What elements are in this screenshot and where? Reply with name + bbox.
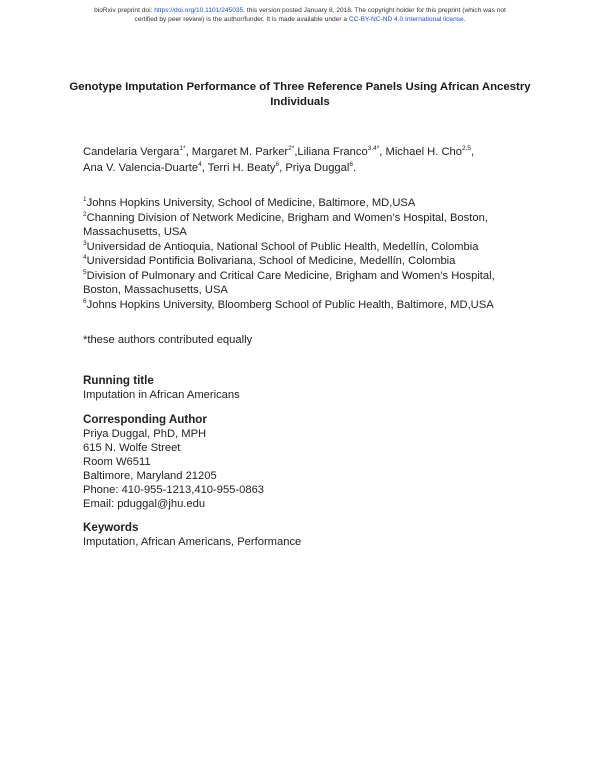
paper-title: Genotype Imputation Performance of Three Reference Panels Using African Ancestry Individuals xyxy=(69,81,531,108)
affiliation xyxy=(83,254,523,269)
author-name: Priya Duggal xyxy=(285,162,350,174)
affiliation-list xyxy=(83,196,523,312)
affiliation xyxy=(83,240,523,255)
affiliation-number: 5 xyxy=(83,268,87,276)
notice-text: . xyxy=(463,16,466,23)
affiliation-text: Universidad de Antioquia, National School of Public Health, Medellín, Colombia xyxy=(86,240,479,253)
author-separator: . xyxy=(353,162,357,174)
notice-text: certified by peer review) is the author/funder. It is made available under a xyxy=(134,16,349,23)
affiliation-text: Johns Hopkins University, Bloomberg School of Public Health, Baltimore, MD,USA xyxy=(86,298,494,311)
author xyxy=(83,146,192,158)
license-link[interactable]: CC-BY-NC-ND 4.0 International license xyxy=(348,16,464,23)
author-separator: , xyxy=(379,146,386,158)
author xyxy=(83,162,208,174)
preprint-notice xyxy=(0,6,600,24)
author xyxy=(285,162,356,174)
running-title-section xyxy=(83,374,523,402)
street-line: 615 N. Wolfe Street xyxy=(83,442,181,454)
notice-text: . this version posted January 8, 2018. The copyright holder for this preprint (which was not xyxy=(243,7,506,14)
author-affiliation-mark: 2,5 xyxy=(461,145,472,152)
author-affiliation-mark: 1* xyxy=(179,145,186,152)
author-separator: , xyxy=(279,162,286,174)
author-name: Michael H. Cho xyxy=(385,146,462,158)
email-line: Email: pduggal@jhu.edu xyxy=(83,498,206,510)
author-name: Liliana Franco xyxy=(297,146,368,158)
affiliation-number: 3 xyxy=(83,239,87,247)
affiliation-text: Universidad Pontificia Bolivariana, School of Medicine, Medellín, Colombia xyxy=(86,255,456,267)
room-line: Room W6511 xyxy=(83,456,151,468)
doi-link[interactable]: https://doi.org/10.1101/245035 xyxy=(154,7,244,14)
phone-line: Phone: 410-955-1213,410-955-0863 xyxy=(83,484,265,496)
notice-line-1 xyxy=(0,6,600,15)
section-heading: Keywords xyxy=(83,521,139,534)
section-heading: Running title xyxy=(83,374,154,387)
affiliation-number: 6 xyxy=(83,297,87,305)
author-name-line: Priya Duggal, PhD, MPH xyxy=(83,428,207,440)
affiliation-text: Johns Hopkins University, School of Medicine, Baltimore, MD,USA xyxy=(86,197,416,209)
author-affiliation-mark: 4 xyxy=(198,161,202,168)
notice-text: bioRxiv preprint doi: xyxy=(94,7,155,14)
affiliation xyxy=(83,298,523,313)
affiliation xyxy=(83,269,523,298)
author-separator: , xyxy=(185,146,192,158)
affiliation xyxy=(83,211,523,240)
author-affiliation-mark: 3,4* xyxy=(367,145,380,152)
affiliation-text: Division of Pulmonary and Critical Care Medicine, Brigham and Women’s Hospital, Boston, Massachusetts, USA xyxy=(83,269,495,296)
affiliation-number: 4 xyxy=(83,254,87,261)
keywords-text: Imputation, African Americans, Performance xyxy=(83,536,302,548)
running-title-text: Imputation in African Americans xyxy=(83,389,240,401)
author-name: Margaret M. Parker xyxy=(191,146,289,158)
corresponding-author-section xyxy=(83,413,523,511)
author-name: Ana V. Valencia-Duarte xyxy=(83,162,199,174)
affiliation-text: Channing Division of Network Medicine, Brigham and Women’s Hospital, Boston, Massachusetts, USA xyxy=(83,211,488,238)
author-separator: , xyxy=(471,146,475,158)
author xyxy=(192,146,298,158)
author-name: Terri H. Beaty xyxy=(207,162,276,174)
author-separator: , xyxy=(201,162,208,174)
author xyxy=(297,146,385,158)
author-affiliation-mark: 2* xyxy=(288,145,295,152)
author-separator: , xyxy=(294,146,298,158)
notice-line-2 xyxy=(0,15,600,24)
equal-contribution-note: *these authors contributed equally xyxy=(83,334,253,346)
affiliation-number: 1 xyxy=(83,196,87,203)
affiliation-number: 2 xyxy=(83,210,87,218)
author-name: Candelaria Vergara xyxy=(83,146,180,158)
author-affiliation-mark: 6 xyxy=(349,161,353,168)
section-heading: Corresponding Author xyxy=(83,413,207,426)
city-line: Baltimore, Maryland 21205 xyxy=(83,470,217,482)
author xyxy=(208,162,286,174)
keywords-section xyxy=(83,521,523,549)
author xyxy=(386,146,475,158)
affiliation xyxy=(83,196,523,211)
author-list xyxy=(83,144,523,176)
author-affiliation-mark: 6 xyxy=(275,161,280,168)
